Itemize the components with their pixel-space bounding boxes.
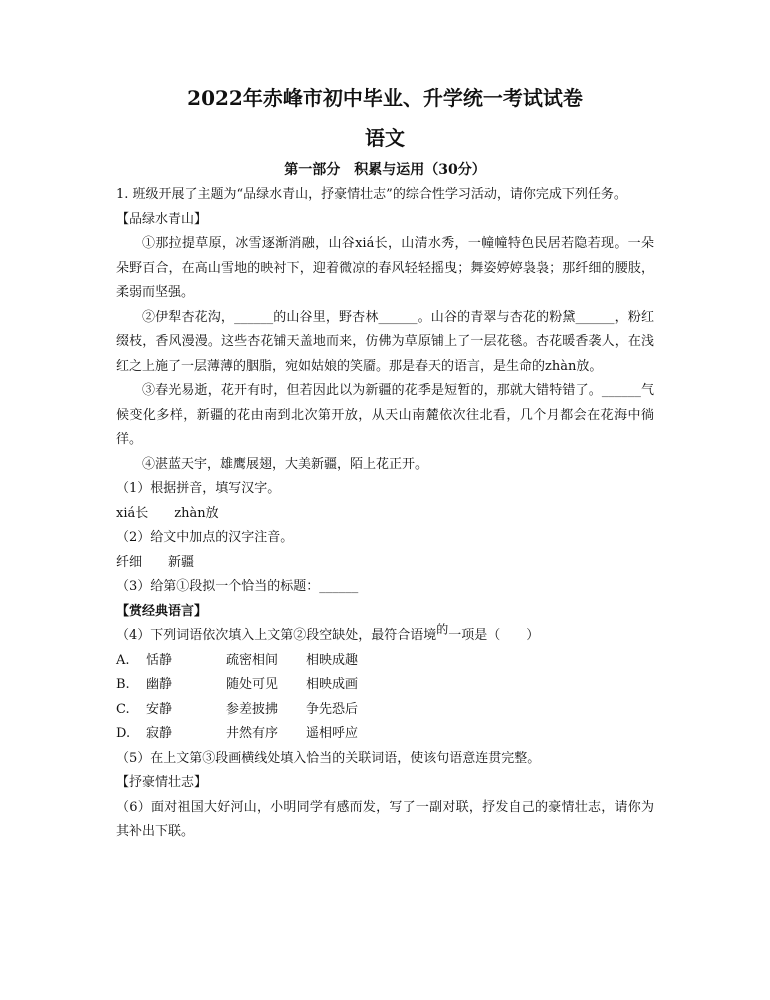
passage-paragraph-3: ③春光易逝，花开有时，但若因此以为新疆的花季是短暂的，那就大错特错了。______气候变化多样，新疆的花由南到北次第开放，从天山南麓依次往北看，几个月都会在花海中徜徉。 [116,383,654,447]
option-b: B. 幽静 随处可见 相映成画 [116,677,359,692]
pinyin-items [116,502,654,527]
annotate-item-1: 纤细 [116,554,143,570]
section-heading-aspirations: 【抒豪情壮志】 [116,775,208,790]
subquestion-4: （4）下列词语依次填入上文第②段空缺处，最符合语境$^的$一项是（ ） [116,622,540,643]
subject-title: 语文 [365,126,405,150]
part-heading: 第一部分 积累与运用（30分） [284,162,486,178]
exam-title: 2022年赤峰市初中毕业、升学统一考试试卷 [187,86,583,110]
pinyin-item-1: xiá长 [116,505,149,521]
annotate-items [116,551,654,576]
question-1 [116,183,654,845]
subquestion-2: （2）给文中加点的汉字注音。 [116,530,294,545]
question-intro: 1. 班级开展了主题为“品绿水青山，抒豪情壮志”的综合性学习活动，请你完成下列任务。 [116,187,627,202]
annotate-item-2: 新疆 [168,554,195,570]
option-d: D. 寂静 井然有序 遥相呼应 [116,726,359,741]
subquestion-1: （1）根据拼音，填写汉字。 [116,481,281,496]
section-heading-classic-language: 【赏经典语言】 [116,603,208,619]
passage-paragraph-1: ①那拉提草原，冰雪逐渐消融，山谷xiá长，山清水秀，一幢幢特色民居若隐若现。一朵朵野百合，在高山雪地的映衬下，迎着微凉的春风轻轻摇曳；舞姿婷婷袅袅；那纤细的腰肢，柔弱而坚强。 [116,236,654,300]
passage-paragraph-2: ②伊犁杏花沟，______的山谷里，野杏林______。山谷的青翠与杏花的粉黛______，粉红缀枝，香风漫漫。这些杏花铺天盖地而来，仿佛为草原铺上了一层花毯。杏花暖香袭人，在浅红之上施了一层薄薄的胭脂，宛如姑娘的笑靥。那是春天的语言，是生命的zhàn放。 [116,309,654,374]
option-a: A. 恬静 疏密相间 相映成趣 [116,652,359,668]
section-heading-green-mountains: 【品绿水青山】 [116,211,208,227]
passage-paragraph-4: ④湛蓝天宇，雄鹰展翅，大美新疆，陌上花正开。 [142,456,429,472]
option-c: C. 安静 参差披拂 争先恐后 [116,701,359,717]
subquestion-6: （6）面对祖国大好河山，小明同学有感而发，写了一副对联，抒发自己的豪情壮志，请你为其补出下联。 [116,799,654,839]
subquestion-5: （5）在上文第③段画横线处填入恰当的关联词语，使该句语意连贯完整。 [116,750,541,766]
pinyin-item-2: zhàn放 [174,505,219,521]
subquestion-3: （3）给第①段拟一个恰当的标题：______ [116,579,359,594]
